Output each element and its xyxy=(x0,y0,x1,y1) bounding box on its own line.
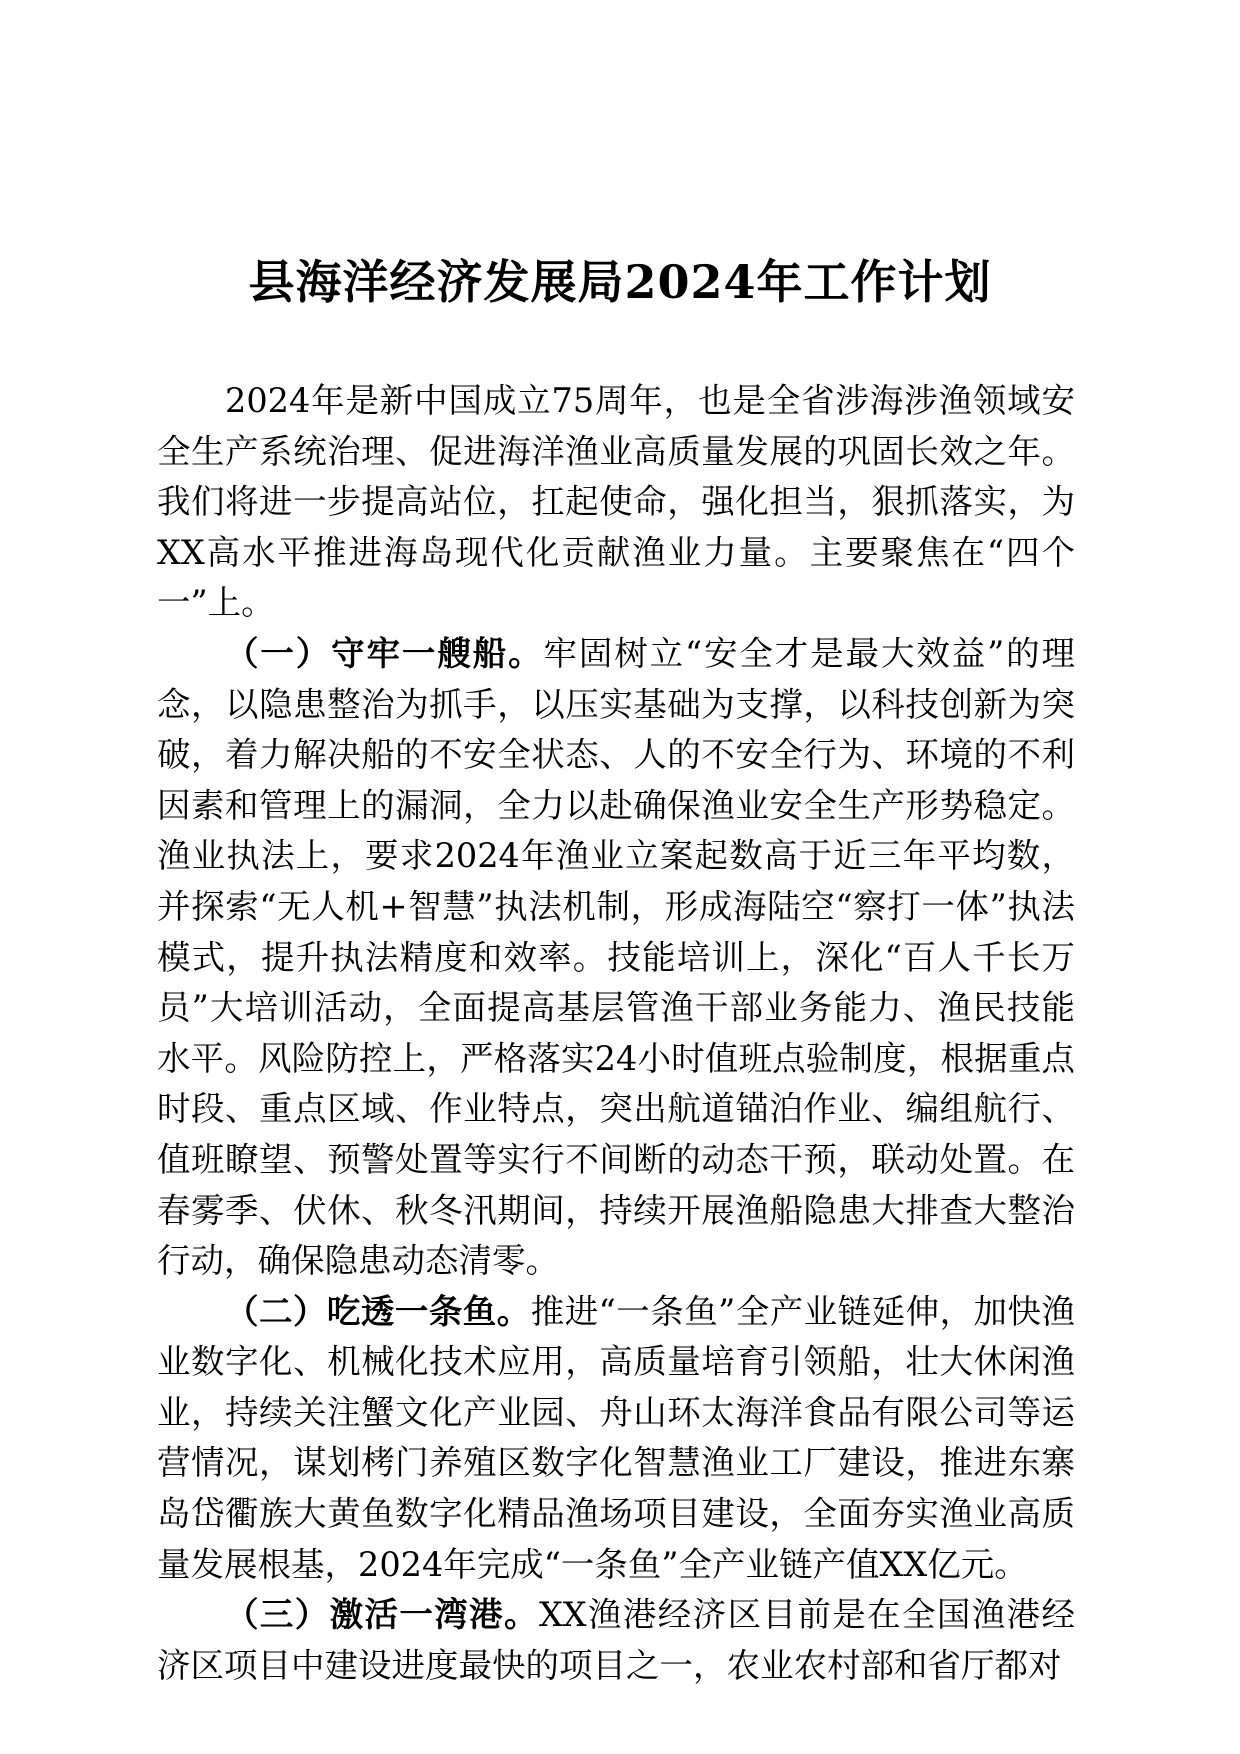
paragraph-section-2 xyxy=(157,1287,1075,1591)
document-body xyxy=(157,376,1075,1691)
paragraph-section-3 xyxy=(157,1590,1075,1691)
section-heading: （三）激活一湾港。 xyxy=(225,1595,539,1635)
paragraph-text: XX渔港经济区目前是在全国渔港经济区项目中建设进度最快的项目之一，农业农村部和省厅都对 xyxy=(157,1595,1076,1685)
paragraph-section-1 xyxy=(157,629,1075,1287)
section-heading: （二）吃透一条鱼。 xyxy=(225,1291,531,1331)
document-title: 县海洋经济发展局2024年工作计划 xyxy=(248,255,992,309)
paragraph-text: 推进“一条鱼”全产业链延伸，加快渔业数字化、机械化技术应用，高质量培育引领船，壮大休闲渔业，持续关注蟹文化产业园、舟山环太海洋食品有限公司等运营情况，谋划栲门养殖区数字化智慧渔业工厂建设，推进东寨岛岱衢族大黄鱼数字化精品渔场项目建设，全面夯实渔业高质量发展根基，2024年完成“一条鱼”全产业链产值XX亿元。 xyxy=(157,1291,1075,1584)
paragraph-text: 牢固树立“安全才是最大效益”的理念，以隐患整治为抓手，以压实基础为支撑，以科技创新为突破，着力解决船的不安全状态、人的不安全行为、环境的不利因素和管理上的漏洞，全力以赴确保渔业安全生产形势稳定。渔业执法上，要求2024年渔业立案起数高于近三年平均数，并探索“无人机+智慧”执法机制，形成海陆空“察打一体”执法模式，提升执法精度和效率。技能培训上，深化“百人千长万员”大培训活动，全面提高基层管渔干部业务能力、渔民技能水平。风险防控上，严格落实24小时值班点验制度，根据重点时段、重点区域、作业特点，突出航道锚泊作业、编组航行、值班瞭望、预警处置等实行不间断的动态干预，联动处置。在春雾季、伏休、秋冬汛期间，持续开展渔船隐患大排查大整治行动，确保隐患动态清零。 xyxy=(157,633,1076,1281)
paragraph-intro xyxy=(157,376,1075,629)
paragraph-text: 2024年是新中国成立75周年，也是全省涉海涉渔领域安全生产系统治理、促进海洋渔业高质量发展的巩固长效之年。我们将进一步提高站位，扛起使命，强化担当，狠抓落实，为XX高水平推进海岛现代化贡献渔业力量。主要聚焦在“四个一”上。 xyxy=(157,381,1075,623)
section-heading: （一）守牢一艘船。 xyxy=(225,633,544,673)
